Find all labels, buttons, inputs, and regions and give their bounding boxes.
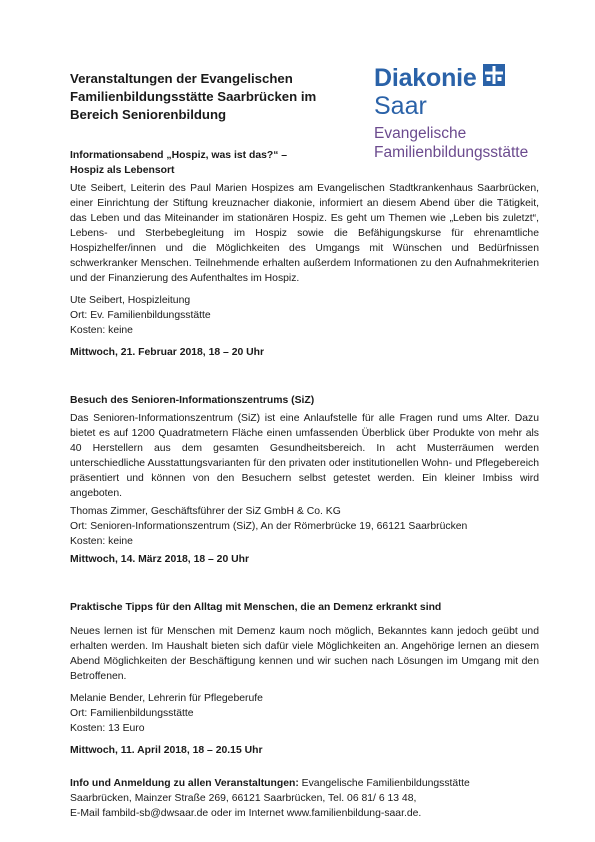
- diakonie-cross-mark-icon: [483, 64, 505, 92]
- event-location: Ort: Ev. Familienbildungsstätte: [70, 310, 211, 321]
- event-hospiz: [70, 148, 539, 360]
- event-speaker: Ute Seibert, Hospizleitung: [70, 295, 191, 306]
- event-speaker: Melanie Bender, Lehrerin für Pflegeberufe: [70, 693, 263, 704]
- event-details: [70, 691, 539, 736]
- section-spacer: [70, 360, 539, 393]
- logo-brand-text: Diakonie: [374, 64, 477, 92]
- event-title: Praktische Tipps für den Alltag mit Menschen, die an Demenz erkrankt sind: [70, 602, 442, 613]
- section-spacer: [70, 567, 539, 600]
- event-cost: Kosten: keine: [70, 325, 133, 336]
- event-title: [70, 148, 539, 178]
- event-date: Mittwoch, 21. Februar 2018, 18 – 20 Uhr: [70, 347, 265, 358]
- event-date: Mittwoch, 11. April 2018, 18 – 20.15 Uhr: [70, 745, 263, 756]
- registration-info: [70, 776, 539, 821]
- event-description: Neues lernen ist für Menschen mit Demenz kaum noch möglich, Bekanntes kann jedoch geübt und erhalten werden. Im Haushalt bieten sich dafür viele Möglichkeiten an. Angehörige lernen an diesem Abend Möglichkeiten der Beschäftigung kennen und wir suchen nach Lösungen im Umgang mit den Betroffenen.: [70, 626, 539, 682]
- section-spacer: [70, 758, 539, 776]
- logo-region-text: Saar: [374, 92, 427, 120]
- event-location: Ort: Familienbildungsstätte: [70, 708, 194, 719]
- event-cost: Kosten: keine: [70, 536, 133, 547]
- events-content: [70, 148, 539, 821]
- event-details: [70, 293, 539, 338]
- event-speaker: Thomas Zimmer, Geschäftsführer der SiZ GmbH & Co. KG: [70, 506, 341, 517]
- registration-lead: Info und Anmeldung zu allen Veranstaltungen:: [70, 778, 299, 789]
- logo-subtitle-line1: Evangelische: [374, 125, 467, 142]
- event-title-line1: Informationsabend „Hospiz, was ist das?“ –: [70, 150, 288, 161]
- registration-org: Evangelische Familienbildungsstätte: [298, 778, 470, 789]
- registration-address: Saarbrücken, Mainzer Straße 269, 66121 Saarbrücken, Tel. 06 81/ 6 13 48,: [70, 793, 417, 804]
- event-title-line2: Hospiz als Lebensort: [70, 165, 175, 176]
- event-demenz: [70, 600, 539, 758]
- event-description: Ute Seibert, Leiterin des Paul Marien Hospizes am Evangelischen Stadtkrankenhaus Saarbrücken, einer Einrichtung der Stiftung kreuznacher diakonie, informiert an diesem Abend über die Tätigkeit, das Leben und das Miteinander im stationären Hospiz. Es geht um Themen wie „Leben bis zuletzt“, Lebens- und Sterbebegleitung im Hospiz sowie die Befähigungskurse für ehrenamtliche Hospizhelfer/innen und die Möglichkeiten des Umgangs mit Wünschen und Bedürfnissen schwerkranker Menschen. Teilnehmende erhalten außerdem Informationen zu den Aufnahmekriterien und der Finanzierung des Aufenthaltes im Hospiz.: [70, 183, 539, 284]
- event-description: Das Senioren-Informationszentrum (SiZ) ist eine Anlaufstelle für alle Fragen rund ums Alter. Dazu bietet es auf 1200 Quadratmetern Fläche einen umfassenden Überblick über Produkte von mehr als 40 Herstellern aus dem gesamten Gesundheitsbereich. In acht Musterräumen werden unterschiedliche Ausstattungsvarianten für den privaten oder institutionellen Wohn- und Pflegebereich präsentiert und können von den Besuchern selbst getestet werden. Ein kleiner Imbiss wird angeboten.: [70, 413, 539, 499]
- logo-brand-row: [374, 64, 544, 92]
- event-details: [70, 504, 539, 549]
- registration-contact: E-Mail fambild-sb@dwsaar.de oder im Internet www.familienbildung-saar.de.: [70, 808, 422, 819]
- event-date: Mittwoch, 14. März 2018, 18 – 20 Uhr: [70, 554, 250, 565]
- logo-subtitle-line2: Familienbildungsstätte: [374, 144, 529, 161]
- event-location: Ort: Senioren-Informationszentrum (SiZ), An der Römerbrücke 19, 66121 Saarbrücken: [70, 521, 468, 532]
- event-title: Besuch des Senioren-Informationszentrums (SiZ): [70, 395, 315, 406]
- event-cost: Kosten: 13 Euro: [70, 723, 145, 734]
- page-title: Veranstaltungen der Evangelischen Familienbildungsstätte Saarbrücken im Bereich Seniorenbildung: [70, 71, 317, 122]
- event-siz: [70, 393, 539, 567]
- registration-line1: [70, 776, 539, 791]
